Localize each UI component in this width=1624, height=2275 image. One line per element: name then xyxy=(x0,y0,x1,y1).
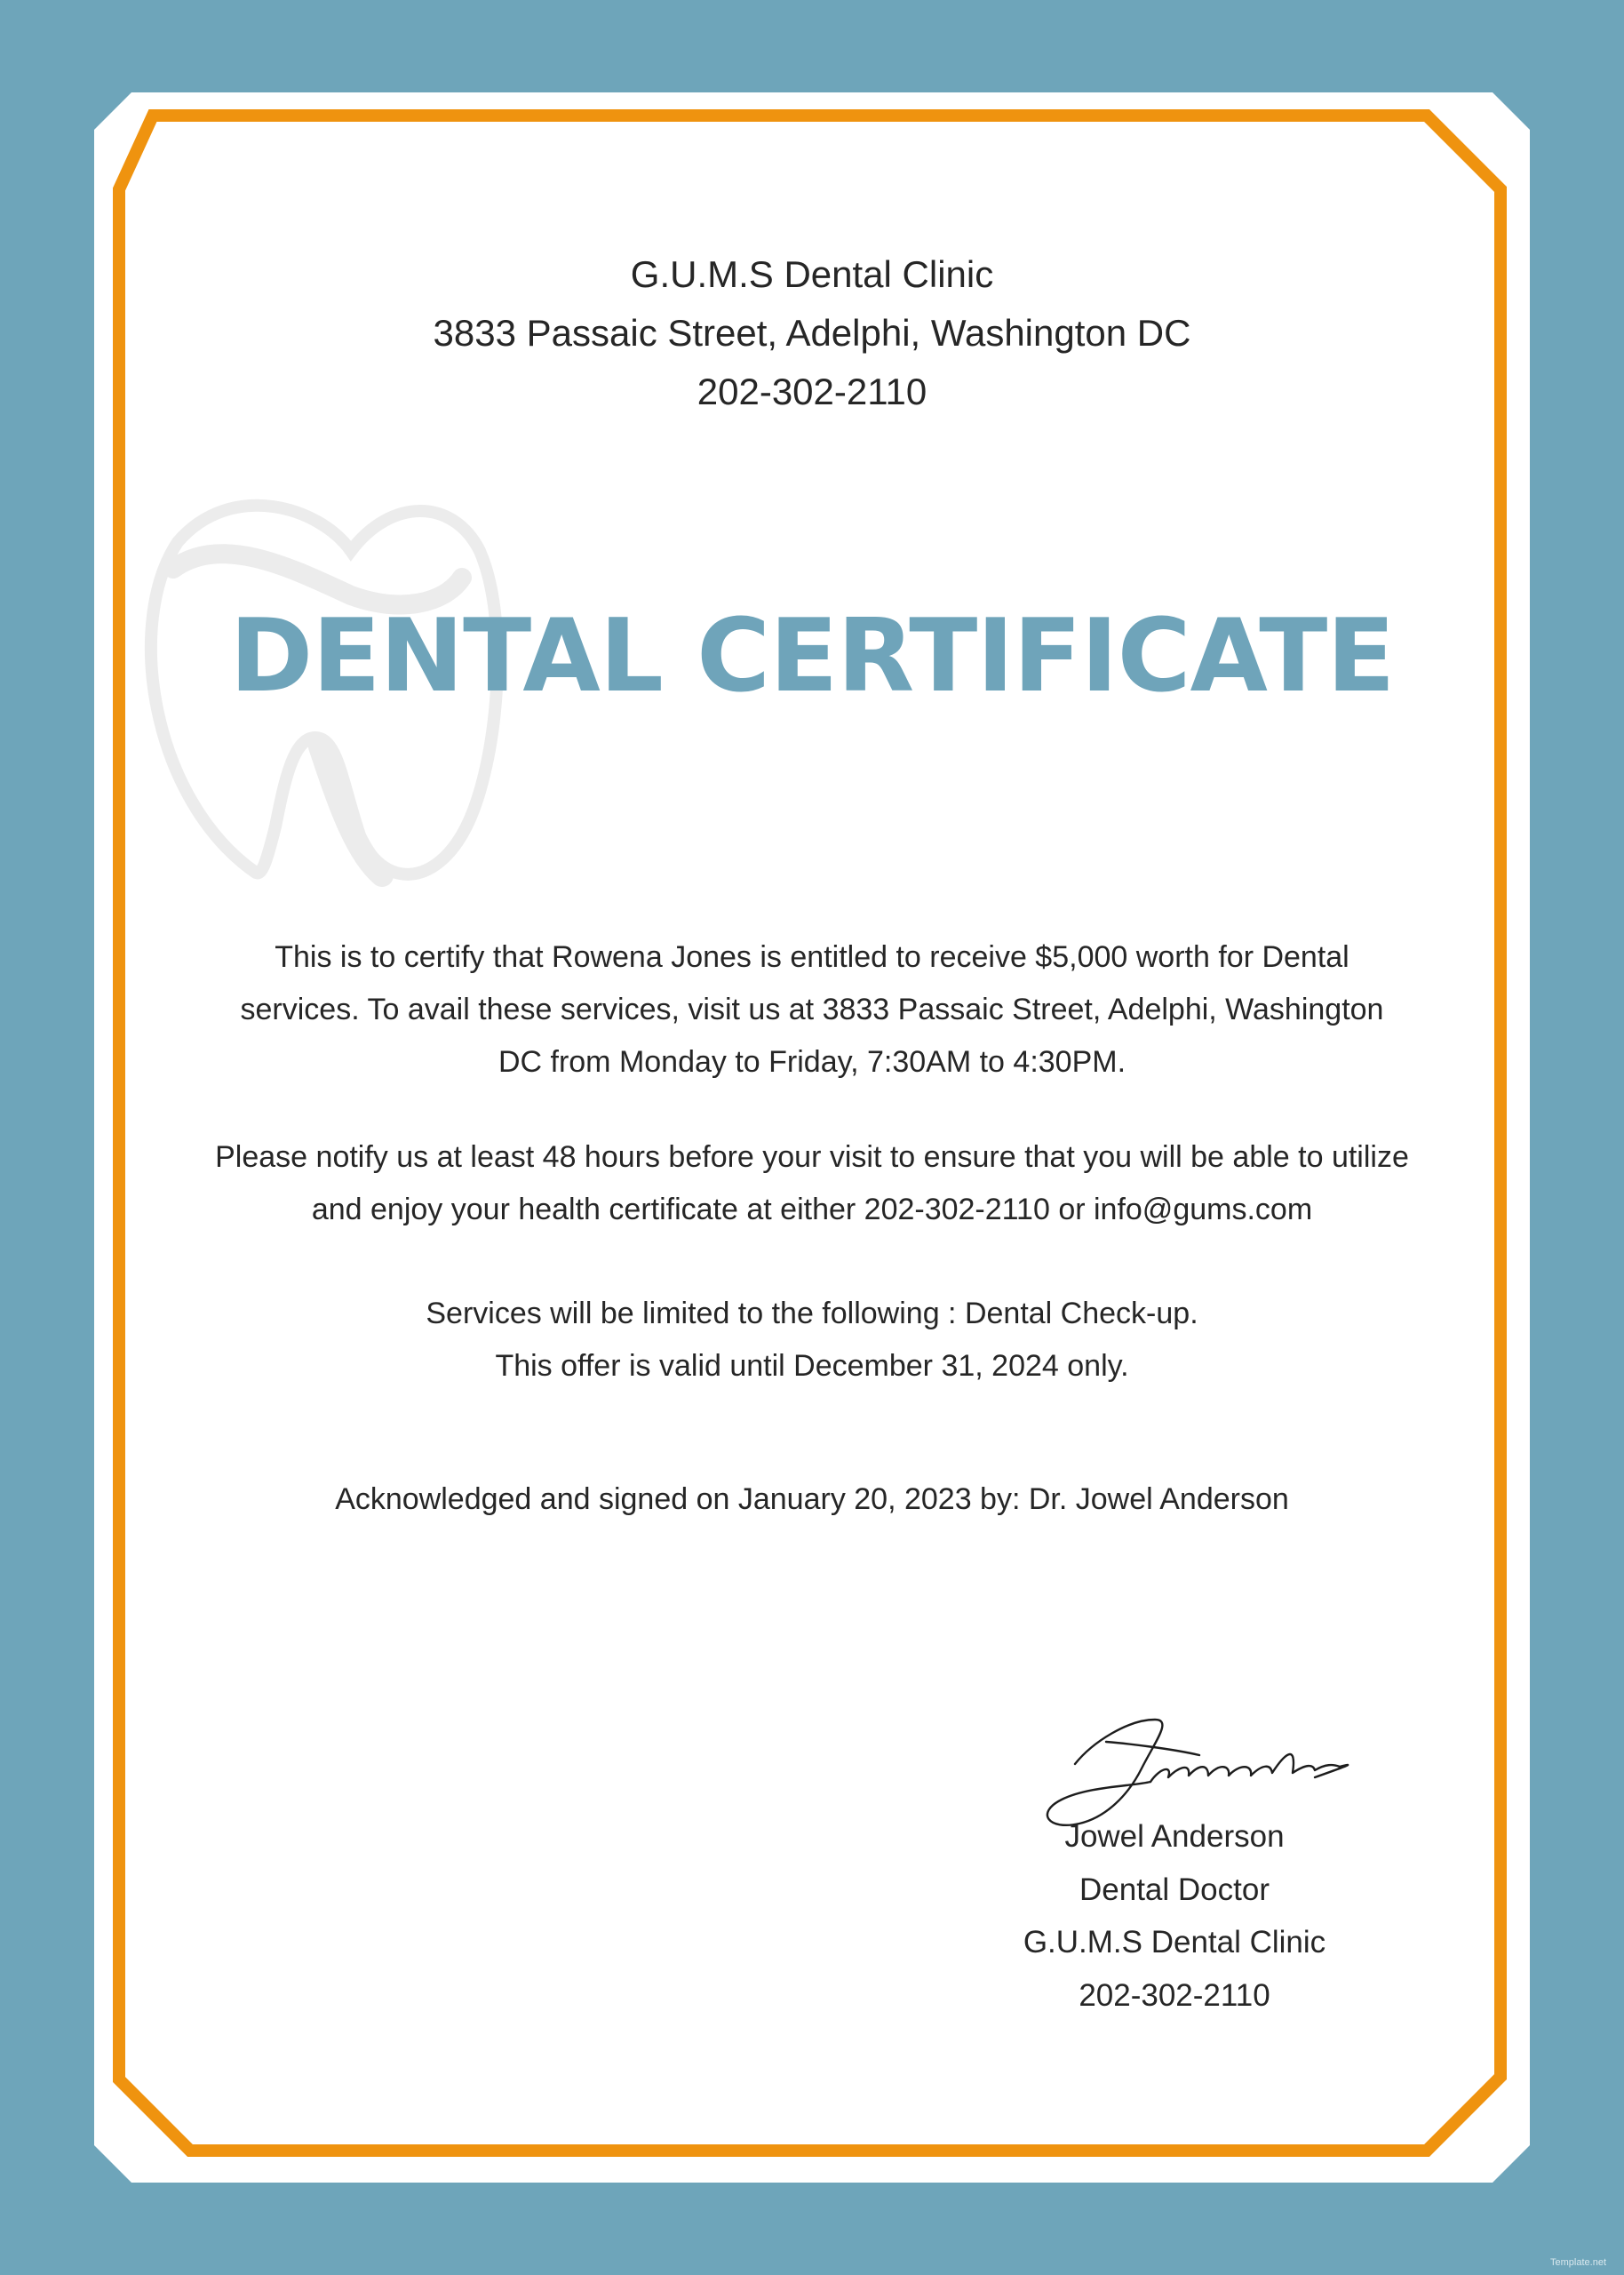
notify-paragraph xyxy=(142,1131,1482,1236)
clinic-name: G.U.M.S Dental Clinic xyxy=(630,253,994,295)
signatory-title: Dental Doctor xyxy=(1079,1872,1270,1907)
certify-line-1: This is to certify that Rowena Jones is entitled to receive $5,000 worth for Dental xyxy=(275,940,1349,974)
template-watermark: Template.net xyxy=(1550,2257,1606,2268)
acknowledgement: Acknowledged and signed on January 20, 2023 by: Dr. Jowel Anderson xyxy=(335,1482,1289,1516)
services-line: Services will be limited to the following : Dental Check-up. xyxy=(426,1297,1198,1330)
validity-line: This offer is valid until December 31, 2024 only. xyxy=(495,1349,1129,1383)
notify-line-1: Please notify us at least 48 hours before your visit to ensure that you will be able to utilize xyxy=(215,1140,1409,1174)
signatory-name: Jowel Anderson xyxy=(1064,1819,1285,1854)
signatory-phone: 202-302-2110 xyxy=(1079,1977,1270,2013)
signatory-block xyxy=(977,1810,1372,2022)
clinic-phone: 202-302-2110 xyxy=(697,371,927,412)
services-paragraph xyxy=(142,1288,1482,1393)
signatory-clinic: G.U.M.S Dental Clinic xyxy=(1023,1925,1326,1960)
clinic-address: 3833 Passaic Street, Adelphi, Washington DC xyxy=(433,312,1191,354)
certify-line-2: services. To avail these services, visit us at 3833 Passaic Street, Adelphi, Washington xyxy=(240,993,1384,1026)
certify-line-3: DC from Monday to Friday, 7:30AM to 4:30PM. xyxy=(498,1045,1126,1079)
certify-paragraph xyxy=(142,931,1482,1089)
notify-line-2: and enjoy your health certificate at either 202-302-2110 or info@gums.com xyxy=(311,1193,1313,1226)
certificate-title: DENTAL CERTIFICATE xyxy=(229,597,1395,714)
